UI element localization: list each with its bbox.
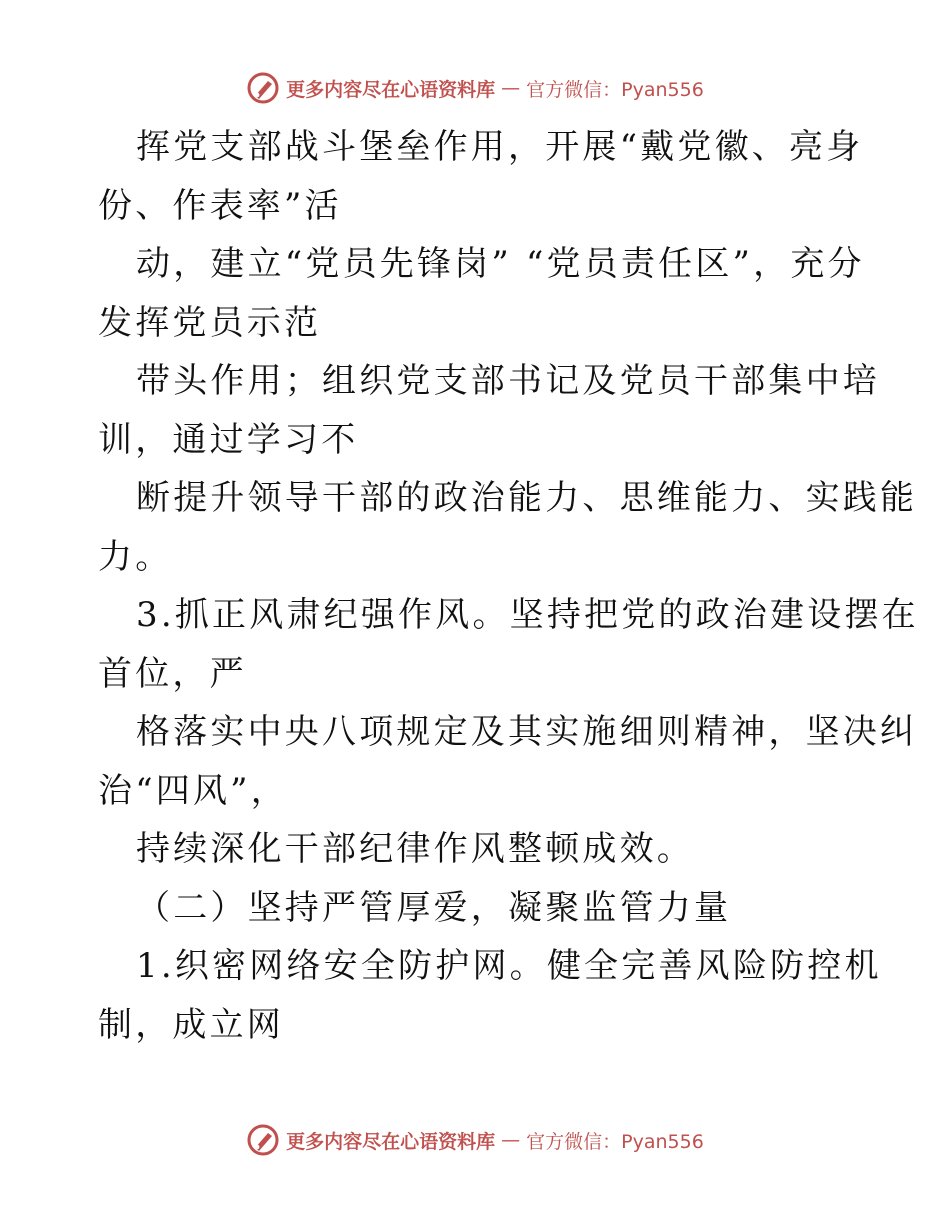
body-line: 份、作表率”活	[98, 185, 342, 226]
pen-circle-logo-icon	[246, 71, 280, 105]
header-wechat-text: 官方微信：Pyan556	[526, 78, 704, 101]
body-line: 首位，严	[98, 653, 247, 694]
footer-watermark	[0, 1120, 950, 1160]
body-line: 动，建立“党员先锋岗” “党员责任区”，充分	[136, 244, 865, 284]
footer-wechat-text: 官方微信：Pyan556	[526, 1130, 704, 1153]
pen-circle-logo-icon	[246, 1123, 280, 1157]
body-line: 制，成立网	[98, 1004, 284, 1045]
footer-brand-text: 更多内容尽在心语资料库	[286, 1130, 496, 1153]
header-watermark	[0, 68, 950, 108]
body-line: 挥党支部战斗堡垒作用，开展“戴党徽、亮身	[136, 127, 864, 167]
body-line: 发挥党员示范	[98, 302, 322, 343]
footer-separator: —	[501, 1129, 521, 1151]
body-line: 治“四风”，	[98, 770, 288, 811]
body-line: 训，通过学习不	[98, 419, 359, 460]
body-line: 持续深化干部纪律作风整顿成效。	[136, 829, 694, 869]
body-line: 格落实中央八项规定及其实施细则精神，坚决纠	[136, 712, 918, 752]
body-line: 3.抓正风肃纪强作风。坚持把党的政治建设摆在	[136, 595, 919, 635]
body-line: 断提升领导干部的政治能力、思维能力、实践能	[136, 478, 918, 518]
header-separator: —	[501, 77, 521, 99]
header-brand-text: 更多内容尽在心语资料库	[286, 78, 496, 101]
body-line: 带头作用；组织党支部书记及党员干部集中培	[136, 361, 880, 401]
body-line: 力。	[98, 536, 173, 577]
section-heading: （二）坚持严管厚爱，凝聚监管力量	[136, 887, 732, 928]
document-body	[98, 118, 919, 1054]
body-line: 1.织密网络安全防护网。健全完善风险防控机	[136, 946, 882, 986]
